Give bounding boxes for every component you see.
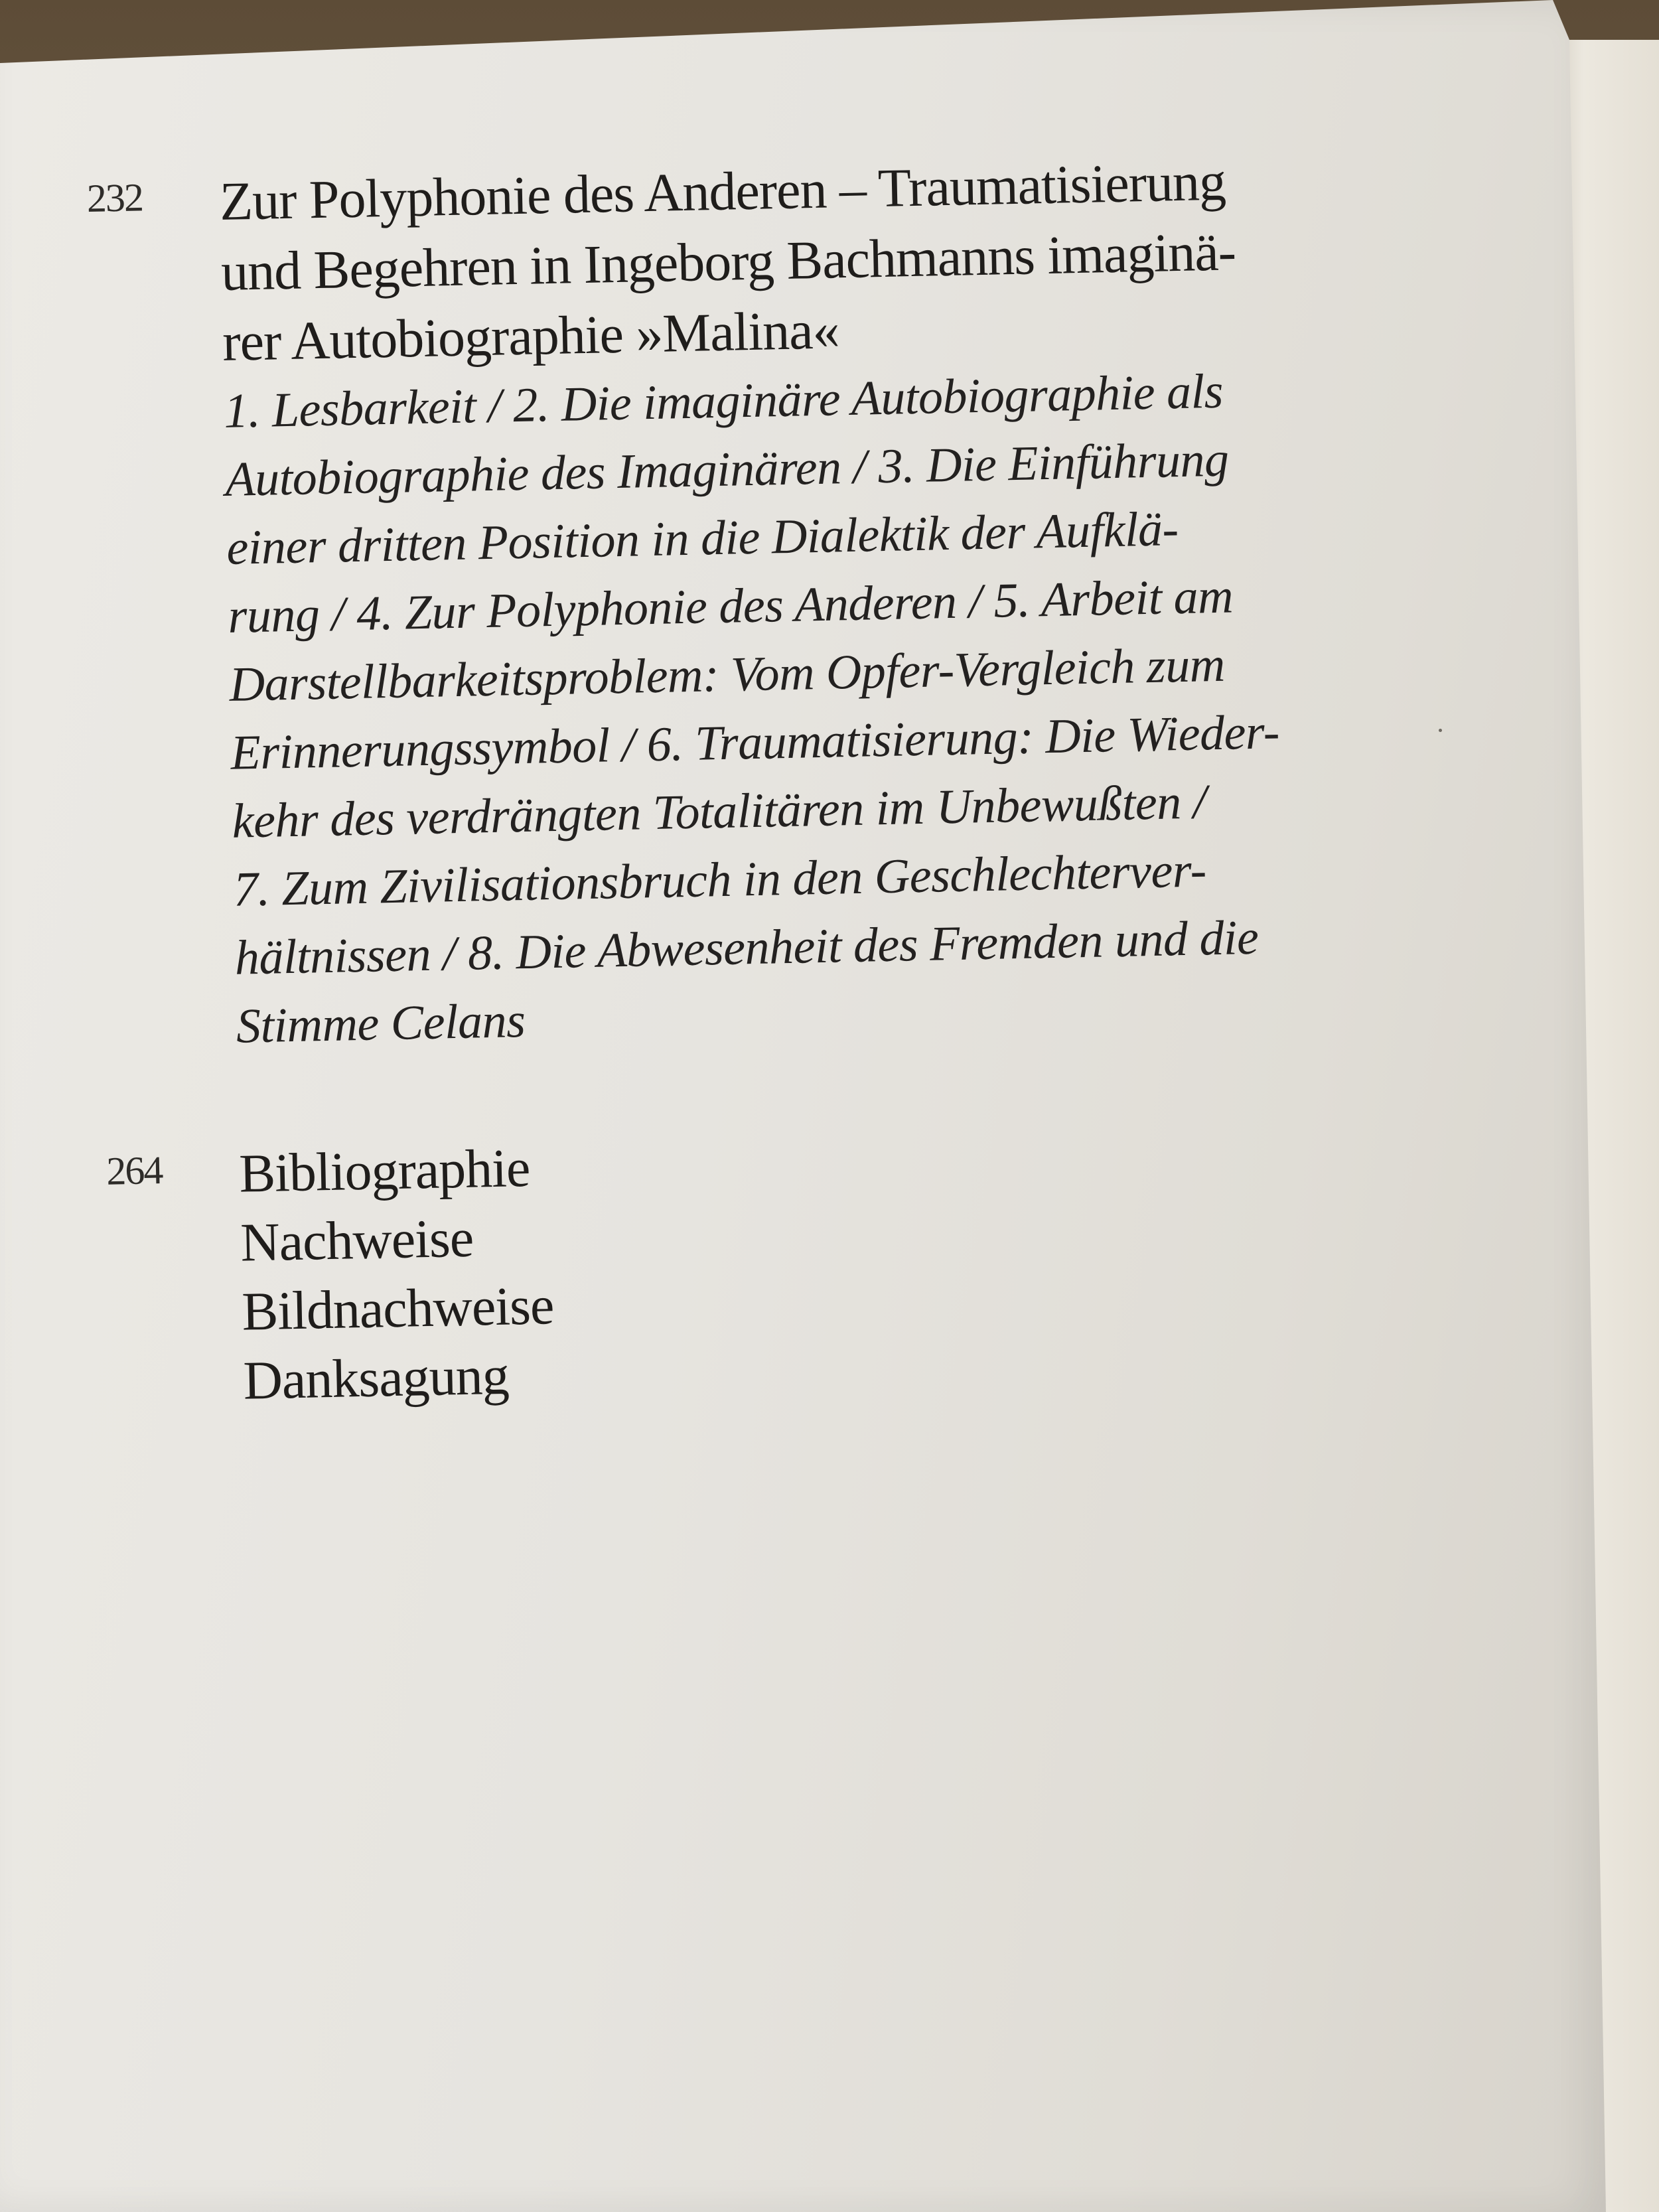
chapter-title-line: und Begehren in Ingeborg Bachmanns imaginä-: [220, 221, 1236, 302]
page-number: 232: [86, 175, 143, 220]
back-matter-list: [238, 1114, 1531, 1416]
table-of-contents: [86, 141, 1531, 1418]
section-list-line: Autobiographie des Imaginären / 3. Die Einführung: [224, 432, 1230, 507]
section-list-line: 7. Zum Zivilisationsbruch in den Geschlechterver-: [233, 843, 1207, 917]
back-matter-item-sources: Nachweise: [240, 1207, 474, 1273]
section-list-line: hältnissen / 8. Die Abwesenheit des Fremden und die: [234, 910, 1260, 986]
section-list-line: einer dritten Position in die Dialektik der Aufklä-: [226, 502, 1179, 575]
toc-entry-bachmann: [86, 141, 1524, 1064]
back-matter-item-acknowledgements: Danksagung: [242, 1345, 510, 1411]
section-list-line: Stimme Celans: [236, 993, 526, 1054]
section-list-line: Erinnerungssymbol / 6. Traumatisierung: Die Wieder-: [230, 705, 1280, 780]
chapter-title-line: rer Autobiographie »Malina«: [222, 299, 840, 372]
section-list-line: rung / 4. Zur Polyphonie des Anderen / 5. Arbeit am: [227, 569, 1234, 644]
section-list-line: kehr des verdrängten Totalitären im Unbewußten /: [231, 774, 1207, 849]
chapter-title-line: Zur Polyphonie des Anderen – Traumatisierung: [219, 151, 1226, 232]
page-number: 264: [106, 1148, 163, 1193]
toc-entry-back-matter: [106, 1114, 1531, 1418]
section-list-line: 1. Lesbarkeit / 2. Die imaginäre Autobiographie als: [223, 364, 1224, 439]
back-matter-item-bibliography: Bibliographie: [238, 1137, 531, 1204]
section-list-line: Darstellbarkeitsproblem: Vom Opfer-Vergleich zum: [228, 637, 1226, 712]
back-matter-item-image-credits: Bildnachweise: [241, 1275, 555, 1342]
